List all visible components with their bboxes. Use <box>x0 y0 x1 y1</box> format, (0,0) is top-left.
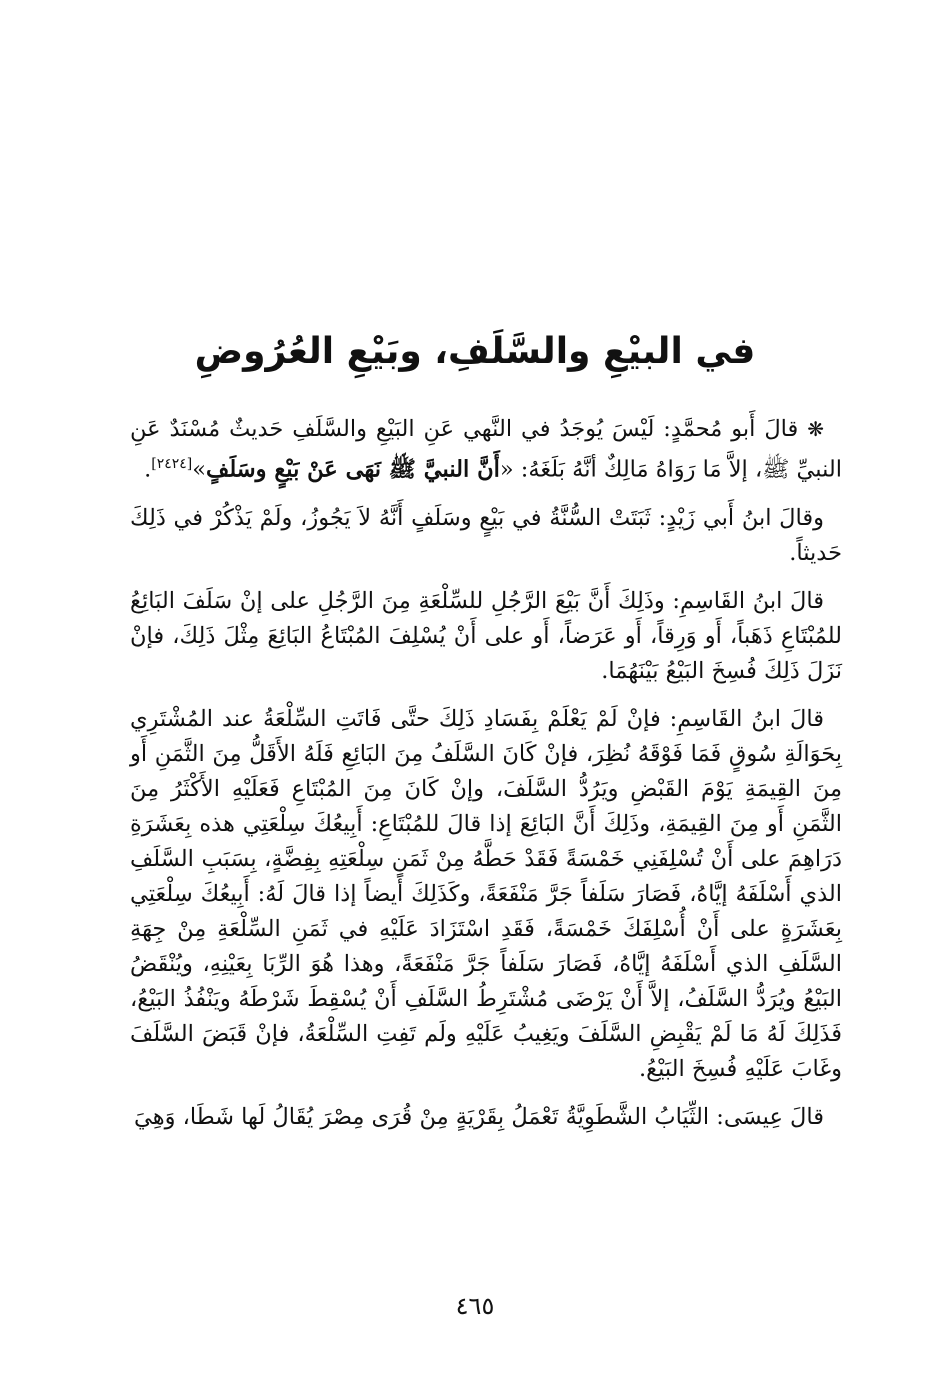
paragraph-4: قالَ ابنُ القَاسِمِ: فإنْ لَمْ يَعْلَمْ بِفَسَادِ ذَلِكَ حتَّى فَاتَتِ السِّلْعَةُ عند المُشْتَرِي بِحَوَالَةِ سُوقٍ فَمَا فَوْقَهُ نُظِرَ، فإنْ كَانَ السَّلَفُ مِنَ البَائِعِ فَلَهُ الأَقَلُّ مِنَ الثَّمَنِ أَو مِنَ القِيمَةِ يَوْمَ القَبْضِ ويَرُدُّ السَّلَفَ، وإنْ كَانَ مِنَ المُبْتَاعِ فَعَلَيْهِ الأَكْثَرُ مِنَ الثَّمَنِ أَو مِنَ القِيمَةِ، وذَلِكَ أَنَّ البَائِعَ إذا قالَ للمُبْتَاعِ: أَبِيعُكَ سِلْعَتِي هذه بِعَشَرَةِ دَرَاهِمَ على أَنْ تُسْلِفَنِي خَمْسَةً فَقَدْ حَطَّهُ مِنْ ثَمَنِ سِلْعَتِهِ بِفِضَّةٍ، بِسَبَبِ السَّلَفِ الذي أَسْلَفَهُ إيَّاهُ، فَصَارَ سَلَفاً جَرَّ مَنْفَعَةً، وكَذَلِكَ أَيضاً إذا قالَ لَهُ: أَبِيعُكَ سِلْعَتِي بِعَشَرَةٍ على أَنْ أُسْلِفَكَ خَمْسَةً، فَقَدِ اسْتَزَادَ عَلَيْهِ في ثَمَنِ السِّلْعَةِ مِنْ جِهَةِ السَّلَفِ الذي أَسْلَفَهُ إيَّاهُ، فَصَارَ سَلَفاً جَرَّ مَنْفَعَةً، وهذا هُوَ الرِّبَا بِعَيْنِهِ، ويُنْقَضُ البَيْعُ ويُرَدُّ السَّلَفُ، إلاَّ أَنْ يَرْضَى مُشْتَرِطُ السَّلَفِ أَنْ يُسْقِطَ شَرْطَهُ ويَنْفُذُ البَيْعُ، فَذَلِكَ لَهُ مَا لَمْ يَقْبِضِ السَّلَفَ ويَغِيبُ عَلَيْهِ ولَم تَفِتِ السِّلْعَةُ، فإنْ قَبَضَ السَّلَفَ وغَابَ عَلَيْهِ فُسِخَ البَيْعُ. <box>130 705 842 1082</box>
body-text <box>130 412 842 1148</box>
paragraph-1 <box>130 412 842 488</box>
quote-close: » <box>192 456 207 483</box>
paragraph-1-text: قالَ أَبو مُحمَّدٍ: لَيْسَ يُوجَدُ في النَّهي عَنِ البَيْعِ والسَّلَفِ حَديثٌ مُسْنَدٌ عَنِ النبيِّ ﷺ، إلاَّ مَا رَوَاهُ مَالِكٌ أنَّهُ بَلَغَهُ: « <box>130 416 842 483</box>
page-number: ٤٦٥ <box>455 1292 495 1320</box>
star-ornament: ❋ <box>807 417 824 441</box>
paragraph-2: وقالَ ابنُ أَبي زَيْدٍ: ثَبَتَتْ السُّنَّةُ في بَيْعٍ وسَلَفٍ أَنَّهُ لاَ يَجُوزُ، ولَمْ يَذْكُرْ في ذَلِكَ حَديثاً. <box>130 504 842 566</box>
chapter-title: في البيْعِ والسَّلَفِ، وبَيْعِ العُرُوضِ <box>194 331 756 373</box>
hadith-quote: أَنَّ النبيَّ ﷺ نَهَى عَنْ بَيْعٍ وسَلَفٍ <box>206 456 500 483</box>
paragraph-1-end: . <box>144 456 152 483</box>
paragraph-3: قالَ ابنُ القَاسِمِ: وذَلِكَ أَنَّ بَيْعَ الرَّجُلِ للسِّلْعَةِ مِنَ الرَّجُلِ على إنْ سَلَفَ البَائِعُ للمُبْتَاعِ ذَهَباً، أَو وَرِقاً، أَو عَرَضاً، أَو على أَنْ يُسْلِفَ المُبْتَاعُ البَائِعَ مِثْلَ ذَلِكَ، فإنْ نَزَلَ ذَلِكَ فُسِخَ البَيْعُ بَيْنَهُمَا. <box>130 587 842 684</box>
paragraph-5: قالَ عِيسَى: الثِّيَابُ الشَّطَوِيَّةُ تَعْمَلُ بِقَرْيَةٍ مِنْ قُرَى مِصْرَ يُقَالُ لَها شَطَا، وَهِيَ <box>133 1103 824 1130</box>
hadith-reference: [٢٤٢٤] <box>151 456 193 472</box>
